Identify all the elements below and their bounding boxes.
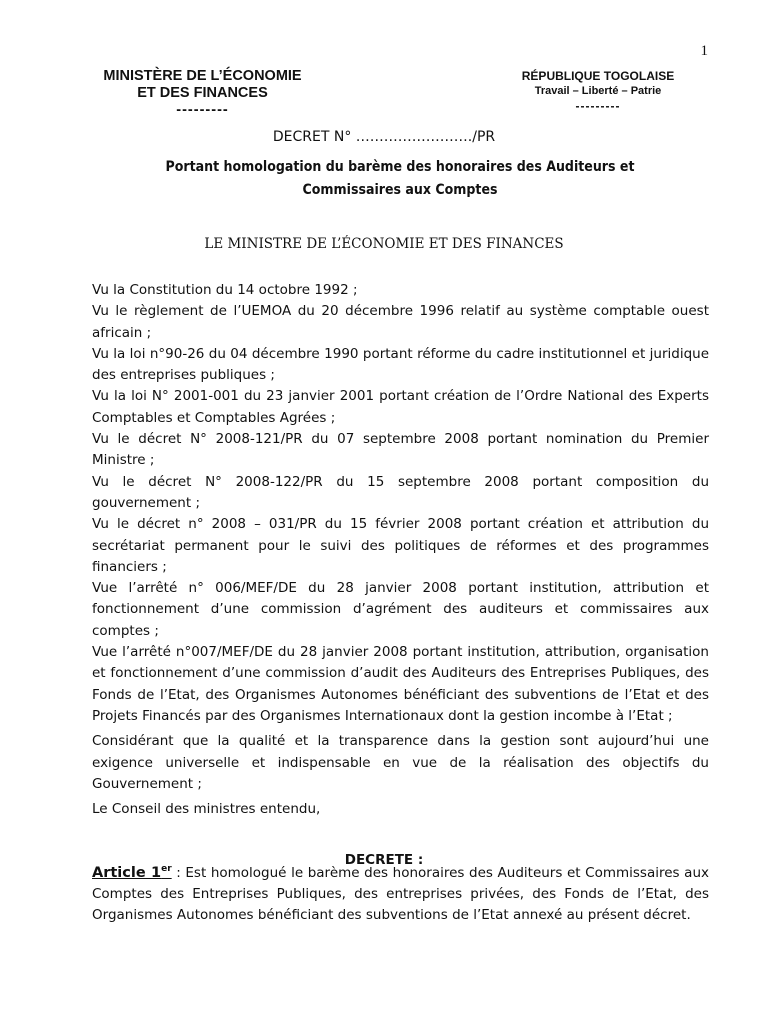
council-line: Le Conseil des ministres entendu, <box>92 801 321 818</box>
article-1-label: Article 1er <box>92 864 172 881</box>
ministry-header <box>80 68 325 119</box>
republic-name: RÉPUBLIQUE TOGOLAISE <box>521 69 675 83</box>
preamble <box>92 280 709 820</box>
republic-separator: --------- <box>575 99 621 113</box>
ministry-line2: ET DES FINANCES <box>137 85 268 101</box>
article-1 <box>92 859 709 927</box>
republic-motto: Travail – Liberté – Patrie <box>534 85 662 97</box>
considering-paragraph: Considérant que la qualité et la transparence dans la gestion sont aujourd’hui une exigence universelle et indispensable en vue de la réalisation des objectifs du Gouvernement ; <box>92 733 709 792</box>
visa-item: Vu le règlement de l’UEMOA du 20 décembre 1996 relatif au système comptable ouest africain ; <box>92 303 709 341</box>
ministry-separator: --------- <box>176 102 229 118</box>
visa-item: Vu la loi N° 2001-001 du 23 janvier 2001 portant création de l’Ordre National des Experts Comptables et Comptables Agrées ; <box>92 388 709 426</box>
ministry-line1: MINISTÈRE DE L’ÉCONOMIE <box>103 68 302 84</box>
visa-item: Vue l’arrêté n° 006/MEF/DE du 28 janvier 2008 portant institution, attribution et fonctionnement d’une commission d’agrément des auditeurs et commissaires aux comptes ; <box>92 580 709 639</box>
decrete-heading: DECRETE : <box>344 852 424 868</box>
page-number: 1 <box>700 43 708 59</box>
visa-item: Vu le décret N° 2008-122/PR du 15 septembre 2008 portant composition du gouvernement ; <box>92 473 709 511</box>
visa-item: Vu la Constitution du 14 octobre 1992 ; <box>92 282 358 298</box>
visa-item: Vu la loi n°90-26 du 04 décembre 1990 portant réforme du cadre institutionnel et juridique des entreprises publiques ; <box>92 345 709 384</box>
visa-item: Vu le décret n° 2008 – 031/PR du 15 février 2008 portant création et attribution du secrétariat permanent pour le suivi des politiques de réformes et des programmes financiers ; <box>92 516 709 575</box>
minister-heading: LE MINISTRE DE L’ÉCONOMIE ET DES FINANCES <box>204 236 564 252</box>
republic-header <box>496 69 700 114</box>
visa-item: Vu le décret N° 2008-121/PR du 07 septembre 2008 portant nomination du Premier Ministre ; <box>92 431 709 469</box>
decree-title: Portant homologation du barème des honoraires des Auditeurs et Commissaires aux Comptes <box>165 159 635 198</box>
visa-item: Vue l’arrêté n°007/MEF/DE du 28 janvier 2008 portant institution, attribution, organisation et fonctionnement d’une commission d’audit des Auditeurs des Entreprises Publiques, des Fonds de l’Etat, des Organismes Autonomes bénéficiant des subventions de l’Etat et des Projets Financés par des Organismes Internationaux dont la gestion incombe à l’Etat ; <box>92 644 709 724</box>
article-1-text: : Est homologué le barème des honoraires des Auditeurs et Commissaires aux Comptes des Entreprises Publiques, des entreprises privées, des Fonds de l’Etat, des Organismes Autonomes bénéficiant des subventions de l’Etat annexé au présent décret. <box>92 864 709 924</box>
decree-number: DECRET N° ……………………./PR <box>272 129 496 145</box>
article-1-superscript: er <box>161 864 172 874</box>
